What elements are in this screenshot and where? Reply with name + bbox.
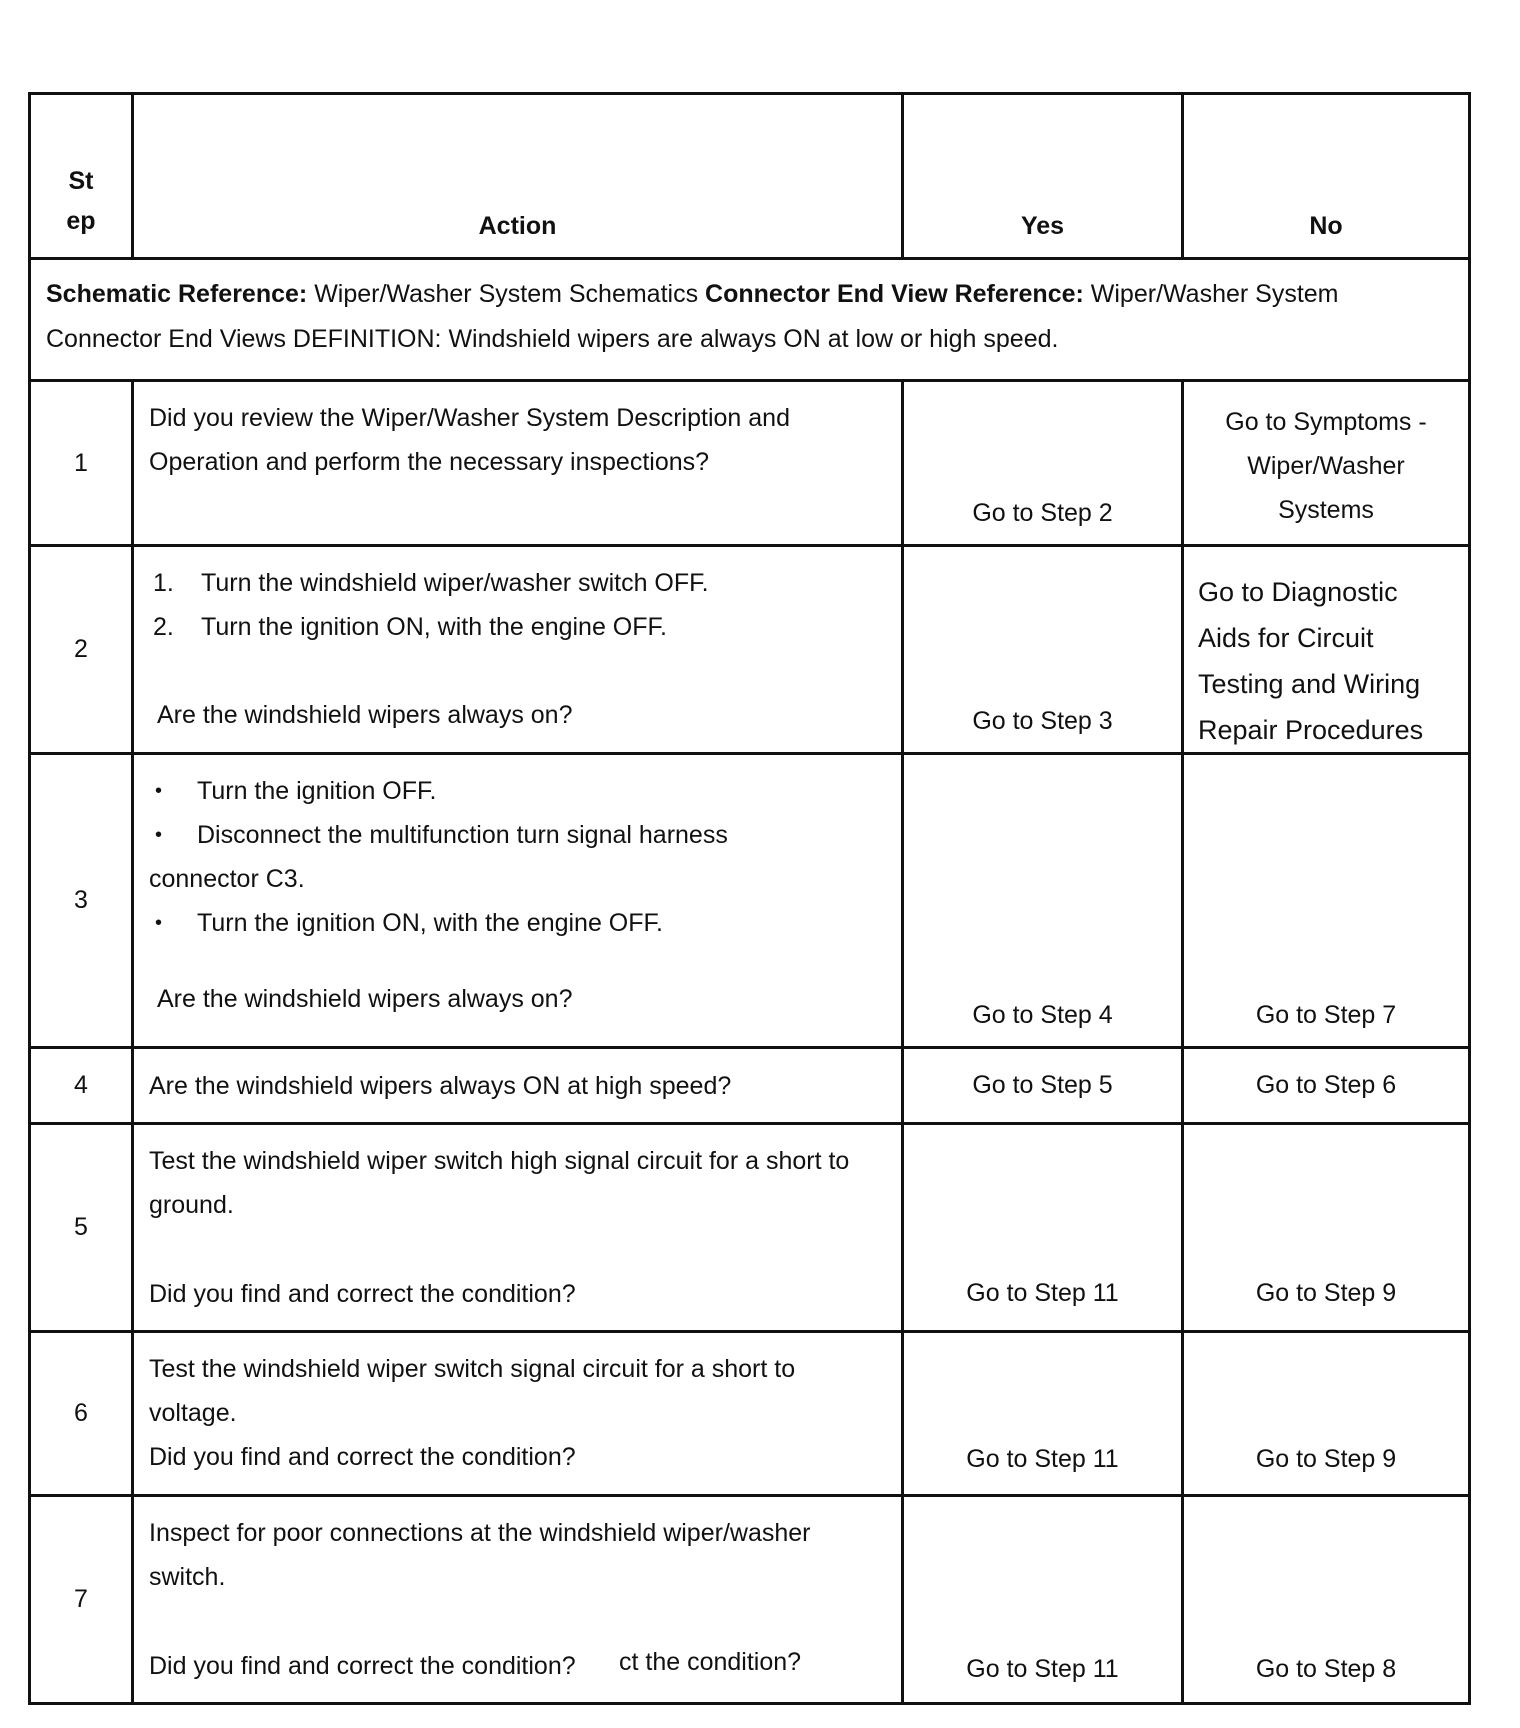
item-text: Turn the ignition ON, with the engine OFF. bbox=[201, 613, 667, 641]
no-line: Repair Procedures bbox=[1198, 715, 1424, 745]
item-number: 1. bbox=[153, 569, 174, 597]
no-line: Testing and Wiring bbox=[1198, 669, 1421, 699]
action-cell bbox=[133, 546, 903, 754]
reference-row bbox=[30, 259, 1470, 381]
no-text: Go to Step 9 bbox=[1255, 1279, 1397, 1307]
no-text: Go to Step 7 bbox=[1255, 1001, 1397, 1029]
action-text: Did you review the Wiper/Washer System Description and Operation and perform the necessary inspections? bbox=[149, 404, 790, 476]
yes-cell bbox=[903, 754, 1183, 1048]
action-text: Test the windshield wiper switch high signal circuit for a short to ground. bbox=[149, 1147, 850, 1219]
yes-text: Go to Step 11 bbox=[966, 1445, 1119, 1473]
list-item bbox=[149, 769, 887, 813]
bullet-icon: • bbox=[155, 824, 163, 846]
yes-text: Go to Step 3 bbox=[972, 707, 1113, 735]
no-cell bbox=[1183, 754, 1470, 1048]
question-text-wrap bbox=[149, 1644, 802, 1688]
no-cell bbox=[1183, 546, 1470, 754]
table-row bbox=[30, 1496, 1470, 1704]
step-number: 7 bbox=[30, 1496, 133, 1704]
action-cell bbox=[133, 1048, 903, 1124]
list-item bbox=[149, 605, 887, 649]
yes-text: Go to Step 4 bbox=[972, 1001, 1113, 1029]
diagnostic-table bbox=[28, 92, 1471, 1705]
header-step-line1: St bbox=[68, 167, 94, 195]
step-number: 3 bbox=[30, 754, 133, 1048]
step-number: 4 bbox=[30, 1048, 133, 1124]
list-item bbox=[149, 561, 887, 605]
no-line: Systems bbox=[1278, 496, 1374, 524]
table-row bbox=[30, 381, 1470, 546]
question-text: Did you find and correct the condition? bbox=[149, 1652, 576, 1680]
schematic-label: Schematic Reference: bbox=[46, 280, 308, 308]
question-ghost-text: ct the condition? bbox=[619, 1648, 802, 1676]
table-row bbox=[30, 546, 1470, 754]
action-text: Test the windshield wiper switch signal circuit for a short to voltage. bbox=[149, 1355, 796, 1427]
step-number: 1 bbox=[30, 381, 133, 546]
yes-cell bbox=[903, 381, 1183, 546]
no-line: Wiper/Washer bbox=[1247, 452, 1405, 480]
no-cell bbox=[1183, 1124, 1470, 1332]
connector-text: Wiper/Washer System Connector End Views DEFINITION: Windshield wipers are always ON at low or high speed. bbox=[46, 280, 1339, 353]
no-text: Go to Step 9 bbox=[1255, 1445, 1397, 1473]
action-cell bbox=[133, 754, 903, 1048]
item-text: Turn the windshield wiper/washer switch OFF. bbox=[201, 569, 709, 597]
header-step bbox=[30, 94, 133, 259]
item-text: Disconnect the multifunction turn signal harness bbox=[197, 821, 728, 849]
table-row bbox=[30, 754, 1470, 1048]
table-row bbox=[30, 1124, 1470, 1332]
no-text bbox=[1198, 569, 1460, 753]
action-cell bbox=[133, 381, 903, 546]
step-number: 2 bbox=[30, 546, 133, 754]
action-cell bbox=[133, 1332, 903, 1496]
connector-label: Connector End View Reference: bbox=[705, 280, 1084, 308]
table-row bbox=[30, 1332, 1470, 1496]
no-cell bbox=[1183, 381, 1470, 546]
action-cell bbox=[133, 1124, 903, 1332]
action-cell bbox=[133, 1496, 903, 1704]
question-text: Did you find and correct the condition? bbox=[149, 1280, 576, 1308]
no-cell bbox=[1183, 1496, 1470, 1704]
no-text bbox=[1184, 400, 1468, 532]
no-line: Go to Diagnostic bbox=[1198, 577, 1398, 607]
item-text: Turn the ignition OFF. bbox=[197, 777, 437, 805]
header-no: No bbox=[1183, 94, 1470, 259]
list-item bbox=[149, 901, 887, 945]
question-text: Are the windshield wipers always on? bbox=[157, 985, 573, 1013]
yes-cell bbox=[903, 1496, 1183, 1704]
yes-cell bbox=[903, 546, 1183, 754]
no-cell bbox=[1183, 1332, 1470, 1496]
no-text: Go to Step 8 bbox=[1255, 1655, 1397, 1683]
no-cell bbox=[1183, 1048, 1470, 1124]
step-number: 5 bbox=[30, 1124, 133, 1332]
item-text-continued: connector C3. bbox=[149, 865, 305, 893]
header-row bbox=[30, 94, 1470, 259]
schematic-text: Wiper/Washer System Schematics bbox=[314, 280, 699, 308]
header-action: Action bbox=[133, 94, 903, 259]
yes-text: Go to Step 5 bbox=[972, 1071, 1113, 1099]
action-text: Are the windshield wipers always ON at high speed? bbox=[149, 1071, 732, 1100]
no-line: Aids for Circuit bbox=[1198, 623, 1374, 653]
bullet-icon: • bbox=[155, 780, 163, 802]
item-text: Turn the ignition ON, with the engine OFF. bbox=[197, 909, 663, 937]
question-text: Did you find and correct the condition? bbox=[149, 1443, 576, 1471]
no-line: Go to Symptoms - bbox=[1225, 408, 1427, 436]
no-text: Go to Step 6 bbox=[1255, 1071, 1397, 1099]
yes-cell bbox=[903, 1124, 1183, 1332]
list-item bbox=[149, 813, 887, 857]
reference-cell bbox=[30, 259, 1470, 381]
yes-cell bbox=[903, 1048, 1183, 1124]
yes-text: Go to Step 2 bbox=[972, 499, 1113, 527]
yes-text: Go to Step 11 bbox=[966, 1655, 1119, 1683]
item-number: 2. bbox=[153, 613, 174, 641]
yes-text: Go to Step 11 bbox=[966, 1279, 1119, 1307]
yes-cell bbox=[903, 1332, 1183, 1496]
bullet-icon: • bbox=[155, 912, 163, 934]
header-step-line2: ep bbox=[66, 207, 96, 235]
step-number: 6 bbox=[30, 1332, 133, 1496]
header-yes: Yes bbox=[903, 94, 1183, 259]
action-text: Inspect for poor connections at the windshield wiper/washer switch. bbox=[149, 1519, 811, 1591]
question-text: Are the windshield wipers always on? bbox=[157, 701, 573, 729]
table-row bbox=[30, 1048, 1470, 1124]
